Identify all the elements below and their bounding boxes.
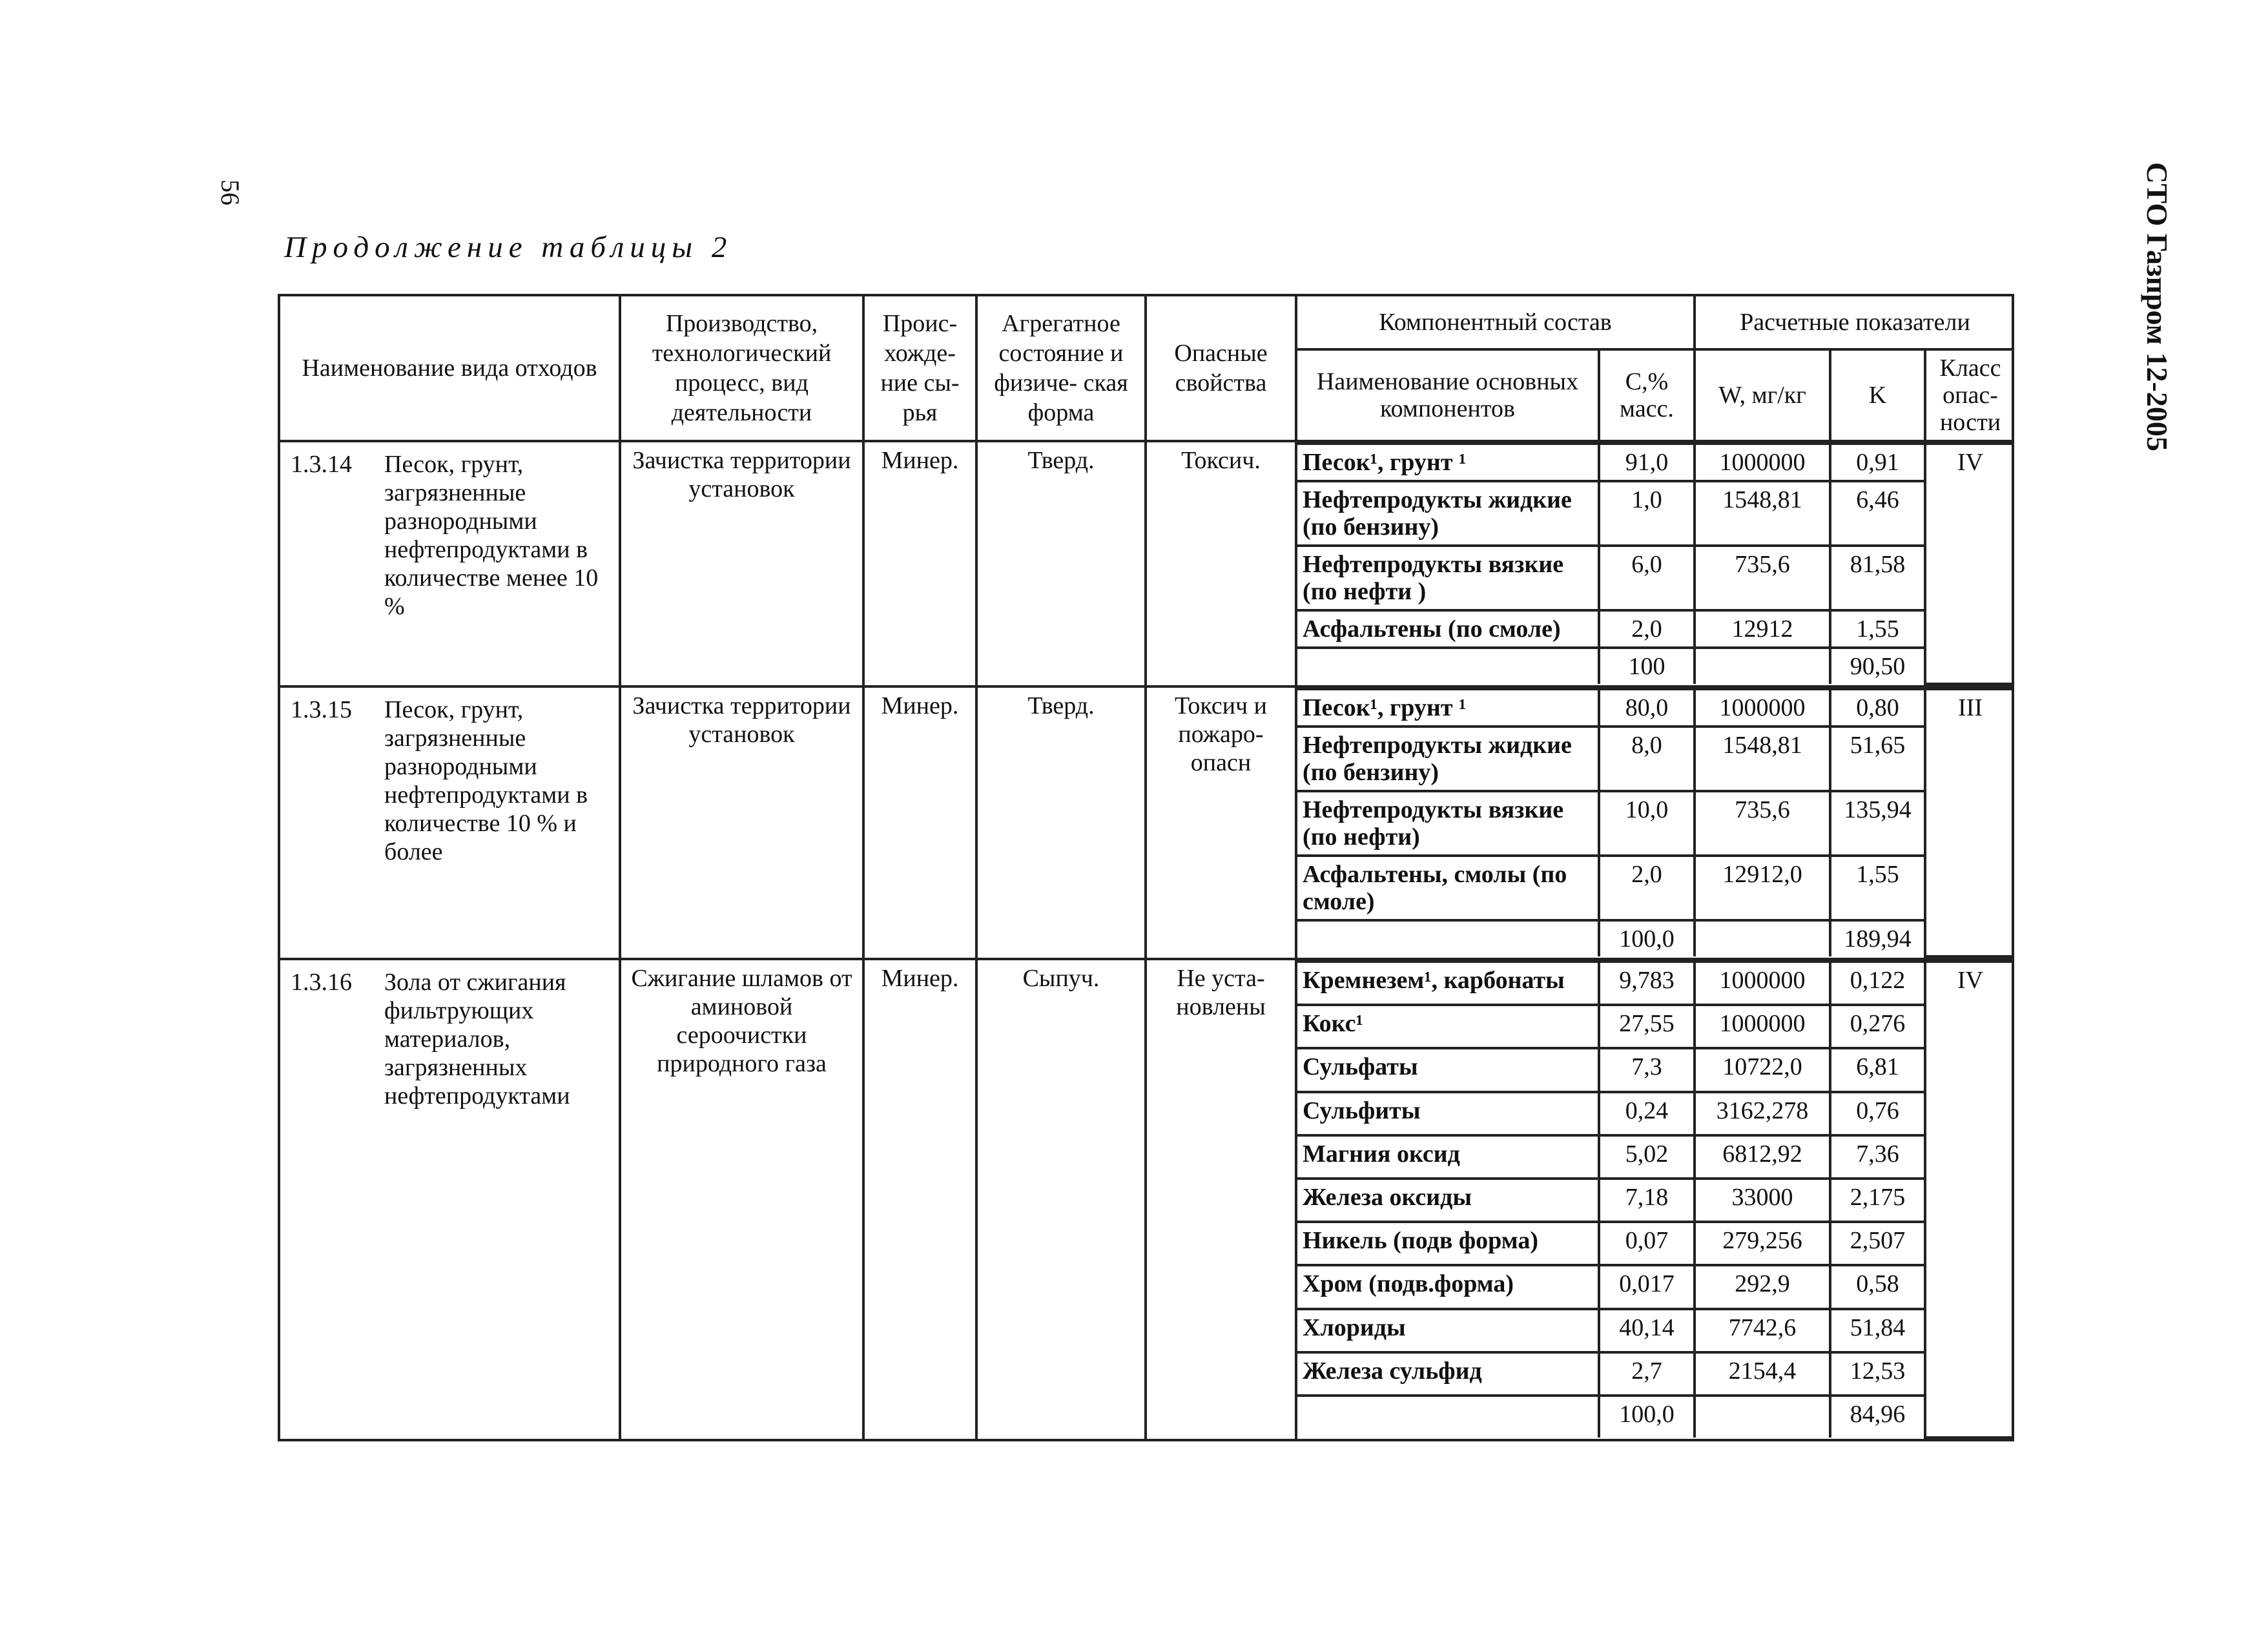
component-k: 0,80 [1830, 689, 1925, 727]
component-c-mass: 2,0 [1599, 610, 1695, 648]
component-row [1297, 727, 2013, 791]
hazard-class: III [1925, 689, 2013, 956]
component-w: 1548,81 [1695, 481, 1830, 546]
component-w: 735,6 [1695, 791, 1830, 856]
component-c-mass: 80,0 [1599, 689, 1695, 727]
origin-cell: Минер. [863, 686, 976, 959]
component-k: 51,65 [1830, 727, 1925, 791]
component-k: 6,46 [1830, 481, 1925, 546]
waste-table [278, 294, 2014, 1441]
component-k: 6,81 [1830, 1048, 1925, 1091]
component-row [1297, 791, 2013, 856]
header-hazard-class: Класс опас- ности [1925, 349, 2013, 440]
component-name: Кокс¹ [1297, 1005, 1599, 1048]
component-row [1297, 481, 2013, 546]
component-c-mass: 7,18 [1599, 1179, 1695, 1222]
header-origin: Проис- хожде- ние сы- рья [863, 295, 976, 441]
document-code: СТО Газпром 12-2005 [2141, 162, 2174, 451]
component-w: 1548,81 [1695, 727, 1830, 791]
waste-name-cell [279, 441, 620, 686]
component-w [1695, 648, 1830, 684]
component-w: 279,256 [1695, 1222, 1830, 1265]
component-c-mass: 100,0 [1599, 1396, 1695, 1438]
header-composition: Компонентный состав [1297, 296, 1695, 349]
header-production: Производство, технологический процесс, вид деятельности [620, 295, 863, 441]
table-row [279, 959, 2013, 1440]
component-row [1297, 962, 2013, 1005]
production-cell: Сжигание шламов от аминовой сероочистки природного газа [620, 959, 863, 1440]
header-state: Агрегатное состояние и физиче- ская форма [976, 295, 1146, 441]
component-c-mass: 10,0 [1599, 791, 1695, 856]
waste-name: Песок, грунт, загрязненные разнородными нефтепродуктами в количестве менее 10 % [384, 451, 599, 620]
component-w: 33000 [1695, 1179, 1830, 1222]
component-w: 2154,4 [1695, 1352, 1830, 1396]
component-name: Хром (подв.форма) [1297, 1265, 1599, 1308]
component-c-mass: 0,017 [1599, 1265, 1695, 1308]
component-k: 1,55 [1830, 610, 1925, 648]
component-name: Нефтепродукты вязкие (по нефти) [1297, 791, 1599, 856]
component-w: 1000000 [1695, 444, 1830, 481]
component-c-mass: 7,3 [1599, 1048, 1695, 1091]
component-row [1297, 1265, 2013, 1308]
table-row [279, 686, 2013, 959]
component-name: Сульфиты [1297, 1092, 1599, 1135]
component-c-mass: 5,02 [1599, 1135, 1695, 1179]
component-row [1297, 1222, 2013, 1265]
header-calculated: Расчетные показатели [1695, 296, 2013, 349]
component-name: Сульфаты [1297, 1048, 1599, 1091]
table-header-row [279, 295, 2013, 441]
component-row [1297, 444, 2013, 481]
component-k: 0,122 [1830, 962, 1925, 1005]
component-name: Хлориды [1297, 1309, 1599, 1352]
header-k: K [1830, 349, 1925, 440]
component-k: 12,53 [1830, 1352, 1925, 1396]
component-name: Никель (подв форма) [1297, 1222, 1599, 1265]
component-name [1297, 648, 1599, 684]
header-component-name: Наименование основных компонентов [1297, 349, 1599, 440]
item-number: 1.3.14 [291, 451, 352, 478]
components-cell [1296, 686, 2013, 959]
header-composition-block [1296, 295, 2013, 441]
component-w: 3162,278 [1695, 1092, 1830, 1135]
component-row [1297, 1309, 2013, 1352]
component-c-mass: 1,0 [1599, 481, 1695, 546]
component-k: 81,58 [1830, 546, 1925, 610]
component-name: Нефтепродукты жидкие (по бензину) [1297, 481, 1599, 546]
component-c-mass: 91,0 [1599, 444, 1695, 481]
header-w: W, мг/кг [1695, 349, 1830, 440]
component-c-mass: 40,14 [1599, 1309, 1695, 1352]
component-k: 135,94 [1830, 791, 1925, 856]
item-number: 1.3.16 [291, 969, 352, 996]
component-w: 1000000 [1695, 1005, 1830, 1048]
component-w: 6812,92 [1695, 1135, 1830, 1179]
component-k: 2,175 [1830, 1179, 1925, 1222]
component-row [1297, 1092, 2013, 1135]
state-cell: Тверд. [976, 441, 1146, 686]
state-cell: Тверд. [976, 686, 1146, 959]
component-name: Нефтепродукты вязкие (по нефти ) [1297, 546, 1599, 610]
component-name: Асфальтены (по смоле) [1297, 610, 1599, 648]
production-cell: Зачистка территории установок [620, 686, 863, 959]
component-c-mass: 8,0 [1599, 727, 1695, 791]
component-name: Песок¹, грунт ¹ [1297, 444, 1599, 481]
component-k: 2,507 [1830, 1222, 1925, 1265]
header-waste-name: Наименование вида отходов [279, 295, 620, 441]
header-c-mass: С,% масс. [1599, 349, 1695, 440]
component-row [1297, 610, 2013, 648]
component-k: 0,91 [1830, 444, 1925, 481]
component-name: Магния оксид [1297, 1135, 1599, 1179]
component-name [1297, 1396, 1599, 1438]
component-c-mass: 0,07 [1599, 1222, 1695, 1265]
component-w: 1000000 [1695, 689, 1830, 727]
item-number: 1.3.15 [291, 696, 352, 723]
component-k: 7,36 [1830, 1135, 1925, 1179]
component-name: Кремнезем¹, карбонаты [1297, 962, 1599, 1005]
component-c-mass: 2,0 [1599, 856, 1695, 920]
component-w [1695, 1396, 1830, 1438]
origin-cell: Минер. [863, 959, 976, 1440]
production-cell: Зачистка территории установок [620, 441, 863, 686]
hazard-cell: Токсич и пожаро- опасн [1146, 686, 1296, 959]
header-hazard: Опасные свойства [1146, 295, 1296, 441]
hazard-cell: Не уста- новлены [1146, 959, 1296, 1440]
component-name [1297, 920, 1599, 956]
component-name: Железа оксиды [1297, 1179, 1599, 1222]
component-name: Железа сульфид [1297, 1352, 1599, 1396]
component-row [1297, 1396, 2013, 1438]
hazard-class: IV [1925, 444, 2013, 684]
component-c-mass: 0,24 [1599, 1092, 1695, 1135]
waste-name-cell [279, 686, 620, 959]
component-name: Нефтепродукты жидкие (по бензину) [1297, 727, 1599, 791]
component-k: 84,96 [1830, 1396, 1925, 1438]
page-number: 56 [216, 180, 245, 205]
component-row [1297, 546, 2013, 610]
component-row [1297, 856, 2013, 920]
component-w: 292,9 [1695, 1265, 1830, 1308]
component-k: 0,76 [1830, 1092, 1925, 1135]
state-cell: Сыпуч. [976, 959, 1146, 1440]
component-w: 7742,6 [1695, 1309, 1830, 1352]
component-w: 12912,0 [1695, 856, 1830, 920]
component-row [1297, 1352, 2013, 1396]
component-k: 90,50 [1830, 648, 1925, 684]
component-name: Асфальтены, смолы (по смоле) [1297, 856, 1599, 920]
waste-name: Зола от сжигания фильтрующих материалов, загрязненных нефтепродуктами [384, 969, 570, 1109]
component-w: 1000000 [1695, 962, 1830, 1005]
component-c-mass: 9,783 [1599, 962, 1695, 1005]
table-caption: Продолжение таблицы 2 [284, 231, 733, 264]
components-cell [1296, 441, 2013, 686]
table-row [279, 441, 2013, 686]
component-row [1297, 1179, 2013, 1222]
waste-name-cell [279, 959, 620, 1440]
component-w: 12912 [1695, 610, 1830, 648]
component-row [1297, 920, 2013, 956]
component-k: 189,94 [1830, 920, 1925, 956]
component-c-mass: 27,55 [1599, 1005, 1695, 1048]
component-c-mass: 100,0 [1599, 920, 1695, 956]
component-k: 1,55 [1830, 856, 1925, 920]
component-k: 51,84 [1830, 1309, 1925, 1352]
hazard-class: IV [1925, 962, 2013, 1438]
waste-name: Песок, грунт, загрязненные разнородными нефтепродуктами в количестве 10 % и более [384, 696, 588, 865]
component-k: 0,276 [1830, 1005, 1925, 1048]
component-w [1695, 920, 1830, 956]
component-c-mass: 100 [1599, 648, 1695, 684]
component-row [1297, 1135, 2013, 1179]
hazard-cell: Токсич. [1146, 441, 1296, 686]
origin-cell: Минер. [863, 441, 976, 686]
component-c-mass: 6,0 [1599, 546, 1695, 610]
component-row [1297, 1005, 2013, 1048]
component-row [1297, 1048, 2013, 1091]
component-c-mass: 2,7 [1599, 1352, 1695, 1396]
components-cell [1296, 959, 2013, 1440]
component-w: 10722,0 [1695, 1048, 1830, 1091]
component-name: Песок¹, грунт ¹ [1297, 689, 1599, 727]
component-w: 735,6 [1695, 546, 1830, 610]
component-k: 0,58 [1830, 1265, 1925, 1308]
component-row [1297, 648, 2013, 684]
component-row [1297, 689, 2013, 727]
